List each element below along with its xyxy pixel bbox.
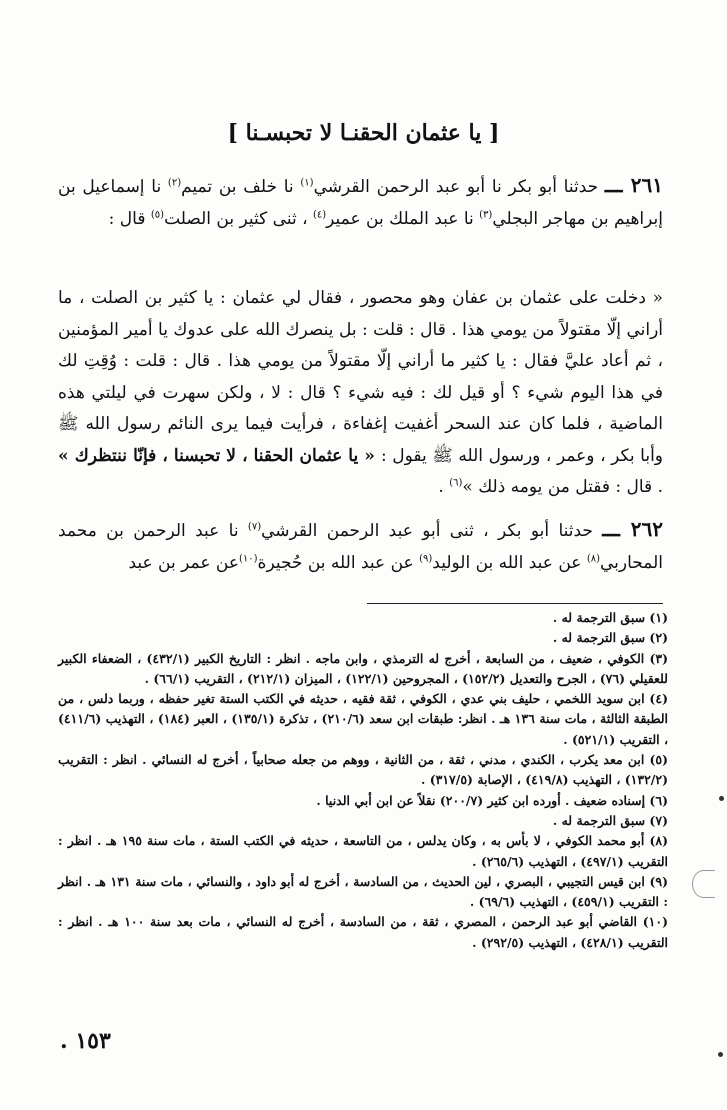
isnad-text: نا إسماعيل بن إبراهيم بن مهاجر البجلي xyxy=(58,177,663,229)
footnote: (٩) ابن قيس التجيبي ، البصري ، لين الحديث ، من السادسة ، أخرج له أبو داود ، والنسائي ، مات سنة ١٣١ هـ . انظر : التقريب (٤٥٩/١) ، التهذيب (٦٩/٦) . xyxy=(58,873,668,910)
footnote-ref[interactable]: (١٠) xyxy=(238,552,258,564)
hadith-262 xyxy=(58,514,663,579)
scan-speck xyxy=(718,1052,723,1057)
footnote-ref[interactable]: (٣) xyxy=(479,208,493,220)
footnote: (٨) أبو محمد الكوفي ، لا بأس به ، وكان يدلس ، من التاسعة ، حديثه في الكتب الستة ، مات سنة ١٩٥ هـ . انظر : التقريب (٤٩٧/١) ، التهذيب (٢٦٥/٦) . xyxy=(58,833,668,869)
footnote-ref[interactable]: (٥) xyxy=(150,208,165,220)
hadith-261 xyxy=(58,170,663,235)
isnad-text: عن عبد الله بن حُجيرة xyxy=(257,552,420,573)
isnad-text: نا عبد الرحمن بن محمد المحاربي xyxy=(58,521,663,573)
scan-mark xyxy=(692,870,715,898)
hadith-number: ٢٦١ ـــ xyxy=(604,173,664,197)
section-title: [ يا عثمان الحقنـا لا تحبسـنا ] xyxy=(227,120,500,146)
footnote: (١٠) القاضي أبو عبد الرحمن ، المصري ، ثقة ، من السادسة ، أخرج له النسائي ، مات بعد سنة ١٠٠ هـ . انظر : التقريب (٤٢٨/١) ، التهذيب (٢٩٢/٥) . xyxy=(58,914,668,950)
page-number: . ١٥٣ xyxy=(60,1028,111,1054)
footnote-ref[interactable]: (٩) xyxy=(419,552,433,564)
isnad-text: ، ثنى كثير بن الصلت xyxy=(164,208,313,229)
matn-text: . xyxy=(438,477,450,497)
footnote-ref[interactable]: (١) xyxy=(300,177,314,189)
footnote: (٥) ابن معد يكرب ، الكندي ، مدني ، ثقة ، من الثانية ، ووهم من جعله صحابياً ، أخرج له النسائي . انظر : التقريب (١٣٢/٢) ، التهذيب (٤١٩/٨) ، الإصابة (٣١٧/٥) . xyxy=(58,752,668,788)
isnad-text: حدثنا أبو بكر نا أبو عبد الرحمن القرشي xyxy=(313,177,599,197)
isnad-text: نا عبد الملك بن عمير xyxy=(326,208,480,229)
isnad-text: عن عبد الله بن الوليد xyxy=(432,552,587,573)
footnote: (٢) سبق الترجمة له . xyxy=(552,630,668,646)
footnotes xyxy=(58,608,668,953)
isnad-text: حدثنا أبو بكر ، ثنى أبو عبد الرحمن القرشي xyxy=(261,521,593,541)
matn-text: « دخلت على عثمان بن عفان وهو محصور ، فقال لي عثمان : يا كثير بن الصلت ، ما أراني إلّا مقتولاً من يومي هذا . قال : قلت : بل ينصرك الله على عدوك يا أمير المؤمنين ، ثم أعاد عليَّ فقال : يا كثير ما أراني إلّا مقتولاً من يومي هذا . قال : قلت : وُقِتِ لك في هذا اليوم شيء ؟ أو قيل لك : فيه شيء ؟ قال : لا ، ولكن سهرت في ليلتي هذه الماضية ، فلما كان عند السحر أغفيت إغفاءة ، فرأيت فيما يرى النائم رسول الله ﷺ وأبا بكر ، وعمر ، ورسول الله ﷺ يقول : xyxy=(58,288,664,466)
footnote-ref[interactable]: (٨) xyxy=(586,552,600,564)
prophet-quote: « يا عثمان الحقنا ، لا تحبسنا ، فإنّا ننتظرك » xyxy=(58,445,381,466)
hadith-text xyxy=(58,283,663,504)
footnote: (٤) ابن سويد اللخمي ، حليف بني عدي ، الكوفي ، ثقة فقيه ، حديثه في الكتب الستة تغير حفظه ، وربما دلس ، من الطبقة الثالثة ، مات سنة ١٣٦ هـ . انظر: طبقات ابن سعد (٢١٠/٦) ، تذكرة (١٣٥/١) ، العبر (١٨٤) ، التهذيب (٤١١/٦) ، التقريب (٥٢١/١) . xyxy=(58,691,668,747)
scan-speck xyxy=(719,796,724,801)
isnad-text: قال : xyxy=(108,208,151,229)
footnote-ref[interactable]: (٢) xyxy=(167,177,182,189)
footnote-divider xyxy=(367,603,663,604)
footnote-ref[interactable]: (٧) xyxy=(247,521,262,533)
matn-text: . قال : فقتل من يومه ذلك » xyxy=(462,477,663,497)
footnote: (١) سبق الترجمة له . xyxy=(552,610,668,625)
footnote-ref[interactable]: (٤) xyxy=(312,208,327,220)
footnote-ref[interactable]: (٦) xyxy=(449,477,463,489)
footnote: (٧) سبق الترجمة له . xyxy=(552,812,668,828)
footnote: (٦) إسناده ضعيف . أورده ابن كثير (٢٠٠/٧) نقلاً عن ابن أبي الدنيا . xyxy=(316,792,668,808)
footnote: (٣) الكوفي ، ضعيف ، من السابعة ، أخرج له الترمذي ، وابن ماجه . انظر : التاريخ الكبير (٤٣٢/١) ، الضعفاء الكبير للعقيلي (٧٦) ، الجرح والتعديل (١٥٢/٢) ، المجروحين (١٢٢/١) ، الميزان (٢١٢/١) ، التقريب (٦٦/١) . xyxy=(58,650,669,686)
isnad-text: نا خلف بن تميم xyxy=(181,177,301,197)
hadith-number: ٢٦٢ ـــ xyxy=(602,517,664,541)
isnad-text: عن عمر بن عبد xyxy=(128,552,239,573)
